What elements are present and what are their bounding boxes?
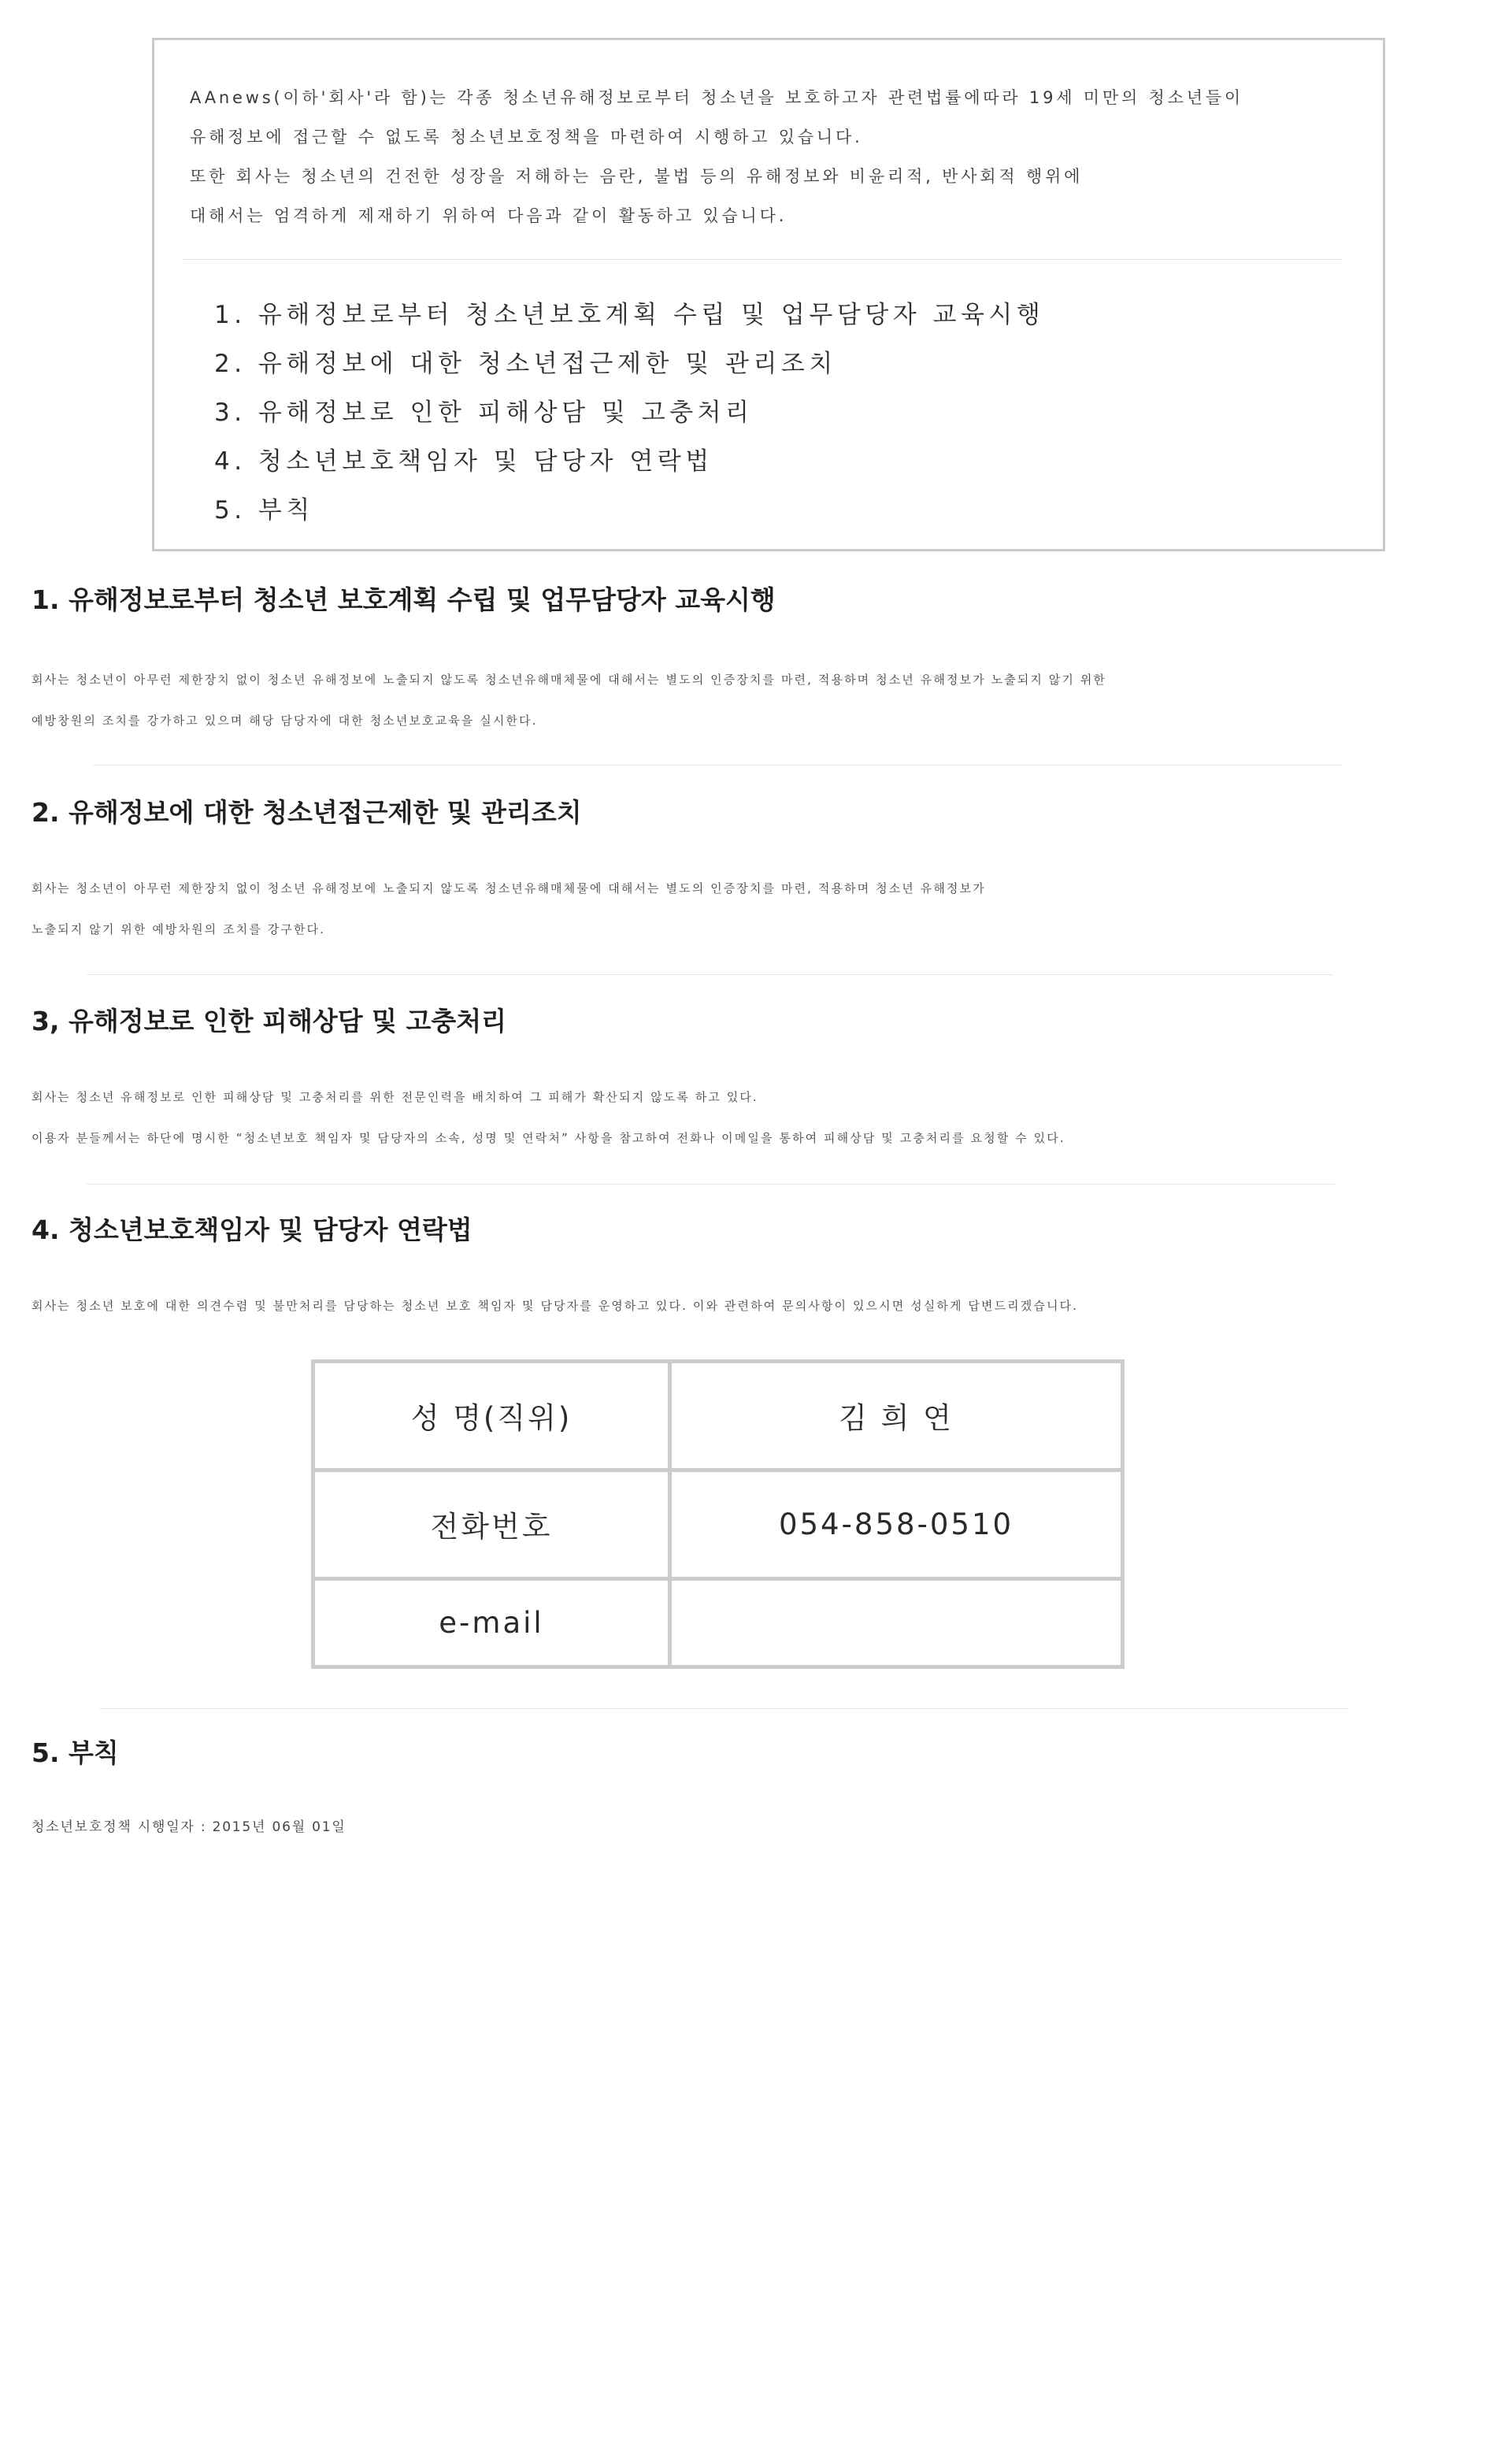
name-label-cell: 성 명(직위) bbox=[313, 1362, 670, 1470]
divider bbox=[182, 259, 1342, 260]
intro-paragraph bbox=[190, 78, 1363, 235]
table-row bbox=[313, 1470, 1123, 1578]
toc-item: 4. 청소년보호책임자 및 담당자 연락법 bbox=[214, 447, 713, 476]
toc-item: 2. 유해정보에 대한 청소년접근제한 및 관리조치 bbox=[214, 350, 837, 378]
intro-line: AAnews(이하'회사'라 함)는 각종 청소년유해정보로부터 청소년을 보호하고자 관련법률에따라 19세 미만의 청소년들이 bbox=[190, 88, 1243, 107]
section-1-body bbox=[32, 659, 1106, 741]
email-value-cell bbox=[670, 1578, 1123, 1667]
divider bbox=[87, 974, 1333, 975]
effective-date-text: 청소년보호정책 시행일자 : 2015년 06월 01일 bbox=[32, 1819, 346, 1835]
toc-item: 5. 부칙 bbox=[214, 496, 314, 525]
section-2-line: 회사는 청소년이 아무런 제한장치 없이 청소년 유해정보에 노출되지 않도록 청소년유해매체물에 대해서는 별도의 인증장치를 마련, 적용하며 청소년 유해정보가 bbox=[32, 881, 986, 895]
intro-box bbox=[152, 38, 1385, 551]
section-4-line: 회사는 청소년 보호에 대한 의견수렴 및 불만처리를 담당하는 청소년 보호 책임자 및 담당자를 운영하고 있다. 이와 관련하여 문의사항이 있으시면 성실하게 답변드리겠습니다. bbox=[32, 1299, 1078, 1313]
section-3-heading: 3, 유해정보로 인한 피해상담 및 고충처리 bbox=[32, 1006, 506, 1036]
section-2-body bbox=[32, 868, 986, 950]
intro-line: 또한 회사는 청소년의 건전한 성장을 저해하는 음란, 불법 등의 유해정보와 비윤리적, 반사회적 행위에 bbox=[190, 167, 1084, 186]
intro-line: 대해서는 엄격하게 제재하기 위하여 다음과 같이 활동하고 있습니다. bbox=[190, 206, 788, 225]
divider bbox=[93, 765, 1341, 766]
contact-table bbox=[311, 1359, 1125, 1669]
table-row bbox=[313, 1578, 1123, 1667]
toc-item: 1. 유해정보로부터 청소년보호계획 수립 및 업무담당자 교육시행 bbox=[214, 301, 1045, 329]
toc-item: 3. 유해정보로 인한 피해상담 및 고충처리 bbox=[214, 399, 754, 427]
divider bbox=[99, 1708, 1348, 1709]
section-3-line: 이용자 분들께서는 하단에 명시한 “청소년보호 책임자 및 담당자의 소속, 성명 및 연락처” 사항을 참고하여 전화나 이메일을 통하여 피해상담 및 고충처리를 요청할 수 있다. bbox=[32, 1131, 1065, 1145]
email-label-cell: e-mail bbox=[313, 1578, 670, 1667]
intro-line: 유해정보에 접근할 수 없도록 청소년보호정책을 마련하여 시행하고 있습니다. bbox=[190, 128, 863, 146]
section-4-body bbox=[32, 1285, 1078, 1326]
section-1-line: 예방창원의 조치를 강가하고 있으며 해당 담당자에 대한 청소년보호교육을 실시한다. bbox=[32, 714, 538, 728]
section-2-heading: 2. 유해정보에 대한 청소년접근제한 및 관리조치 bbox=[32, 797, 582, 828]
section-3-line: 회사는 청소년 유해정보로 인한 피해상담 및 고충처리를 위한 전문인력을 배치하여 그 피해가 확산되지 않도록 하고 있다. bbox=[32, 1090, 758, 1104]
table-row bbox=[313, 1362, 1123, 1470]
divider bbox=[87, 1184, 1335, 1185]
section-5-heading: 5. 부칙 bbox=[32, 1737, 119, 1768]
name-value-cell: 김 희 연 bbox=[670, 1362, 1123, 1470]
section-1-heading: 1. 유해정보로부터 청소년 보호계획 수립 및 업무담당자 교육시행 bbox=[32, 584, 776, 615]
phone-label-cell: 전화번호 bbox=[313, 1470, 670, 1578]
section-2-line: 노출되지 않기 위한 예방차원의 조치를 강구한다. bbox=[32, 922, 326, 936]
section-4-heading: 4. 청소년보호책임자 및 담당자 연락법 bbox=[32, 1214, 472, 1245]
section-3-body bbox=[32, 1077, 1065, 1159]
phone-value-cell: 054-858-0510 bbox=[670, 1470, 1123, 1578]
section-1-line: 회사는 청소년이 아무런 제한장치 없이 청소년 유해정보에 노출되지 않도록 청소년유해매체물에 대해서는 별도의 인증장치를 마련, 적용하며 청소년 유해정보가 노출되지 않기 위한 bbox=[32, 673, 1107, 687]
table-of-contents bbox=[214, 291, 1044, 535]
